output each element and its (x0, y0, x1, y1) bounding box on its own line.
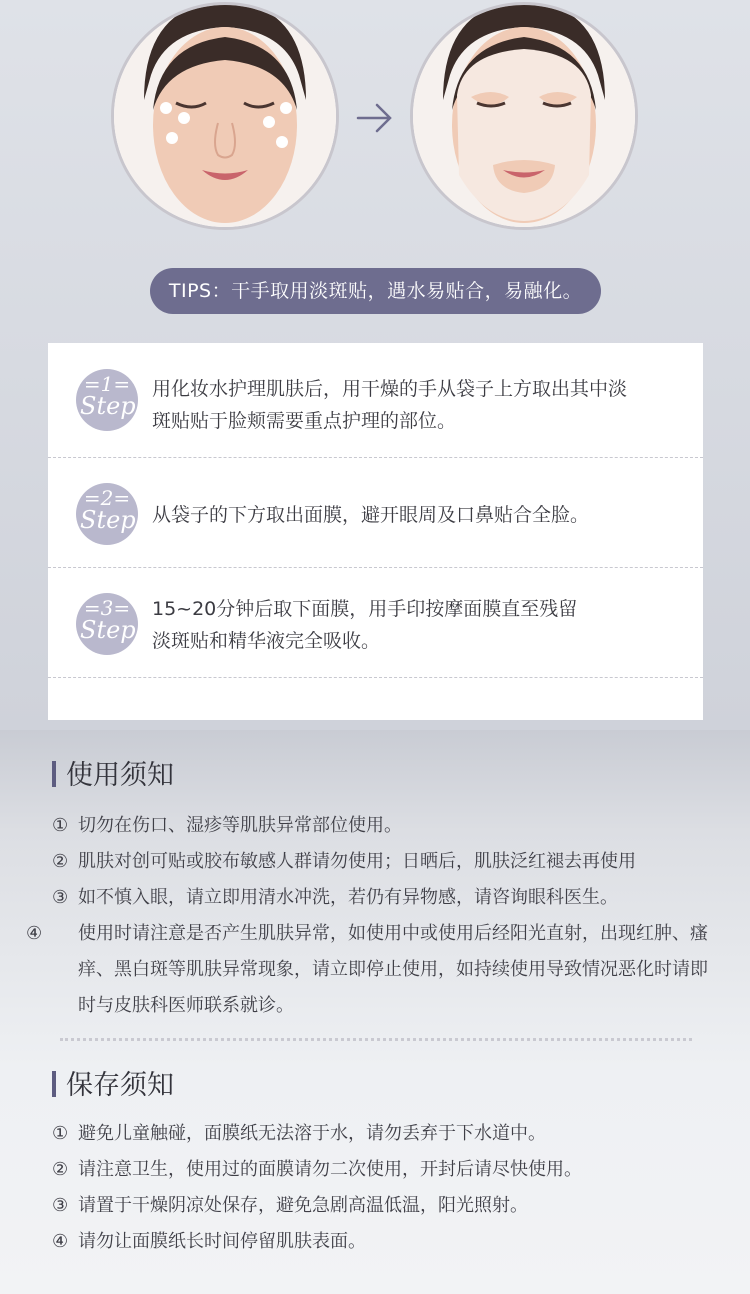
usage-item-3-num: ③ (52, 887, 69, 908)
storage-item-2-text: 请注意卫生，使用过的面膜请勿二次使用，开封后请尽快使用。 (78, 1159, 582, 1180)
storage-item-1 (52, 1116, 712, 1152)
storage-item-3 (52, 1188, 712, 1224)
step-3-badge (76, 593, 138, 655)
storage-item-4-text: 请勿让面膜纸长时间停留肌肤表面。 (78, 1231, 366, 1252)
section-divider (60, 1038, 692, 1041)
storage-item-2 (52, 1152, 712, 1188)
usage-item-2 (52, 844, 712, 880)
step-2-text (152, 499, 692, 531)
step-divider-1 (48, 457, 703, 458)
face-before-image (111, 2, 339, 230)
step-1-line-1: 用化妆水护理肌肤后，用干燥的手从袋子上方取出其中淡 (152, 378, 628, 400)
step-divider-2 (48, 567, 703, 568)
title-bar-icon (52, 761, 56, 787)
storage-item-3-text: 请置于干燥阴凉处保存，避免急剧高温低温，阳光照射。 (78, 1195, 528, 1216)
step-1-word: Step (80, 392, 136, 420)
step-divider-3 (48, 677, 703, 678)
usage-item-4-text: 使用时请注意是否产生肌肤异常，如使用中或使用后经阳光直射，出现红肿、瘙痒、黑白斑等肌肤异常现象，请立即停止使用，如持续使用导致情况恶化时请即时与皮肤科医师联系就诊。 (78, 923, 708, 1016)
step-2-number: =2= (83, 486, 131, 510)
storage-item-2-num: ② (52, 1159, 69, 1180)
step-3-word: Step (80, 616, 136, 644)
usage-item-4-num: ④ (26, 923, 43, 944)
usage-item-1-text: 切勿在伤口、湿疹等肌肤异常部位使用。 (78, 815, 402, 836)
storage-title (52, 1068, 174, 1104)
step-2-badge (76, 483, 138, 545)
step-1-text (152, 373, 692, 437)
usage-item-2-text: 肌肤对创可贴或胶布敏感人群请勿使用；日晒后，肌肤泛红褪去再使用 (78, 851, 636, 872)
steps-card (48, 343, 703, 720)
usage-item-1-num: ① (52, 815, 69, 836)
title-bar-icon (52, 1071, 56, 1097)
face-after-image (410, 2, 638, 230)
usage-item-4 (26, 916, 712, 1024)
storage-title-text: 保存须知 (66, 1070, 174, 1101)
step-2-word: Step (80, 506, 136, 534)
storage-item-4-num: ④ (52, 1231, 69, 1252)
step-1-line-2: 斑贴贴于脸颊需要重点护理的部位。 (152, 410, 457, 432)
storage-item-4 (52, 1224, 712, 1260)
step-2-line-1: 从袋子的下方取出面膜，避开眼周及口鼻贴合全脸。 (152, 504, 590, 526)
step-3-text (152, 593, 692, 657)
usage-item-3-text: 如不慎入眼，请立即用清水冲洗，若仍有异物感，请咨询眼科医生。 (78, 887, 618, 908)
step-1-number: =1= (83, 372, 131, 396)
storage-item-3-num: ③ (52, 1195, 69, 1216)
step-1-badge (76, 369, 138, 431)
step-3-line-1: 15~20分钟后取下面膜，用手印按摩面膜直至残留 (152, 598, 578, 620)
storage-item-1-num: ① (52, 1123, 69, 1144)
usage-item-1 (52, 808, 712, 844)
right-arrow-icon (356, 100, 394, 136)
usage-item-3 (52, 880, 712, 916)
usage-title-text: 使用须知 (66, 760, 174, 791)
storage-item-1-text: 避免儿童触碰，面膜纸无法溶于水，请勿丢弃于下水道中。 (78, 1123, 546, 1144)
tips-banner: TIPS：干手取用淡斑贴，遇水易贴合，易融化。 (150, 268, 601, 314)
usage-item-2-num: ② (52, 851, 69, 872)
step-3-number: =3= (83, 596, 131, 620)
step-3-line-2: 淡斑贴和精华液完全吸收。 (152, 630, 381, 652)
usage-title (52, 758, 174, 794)
